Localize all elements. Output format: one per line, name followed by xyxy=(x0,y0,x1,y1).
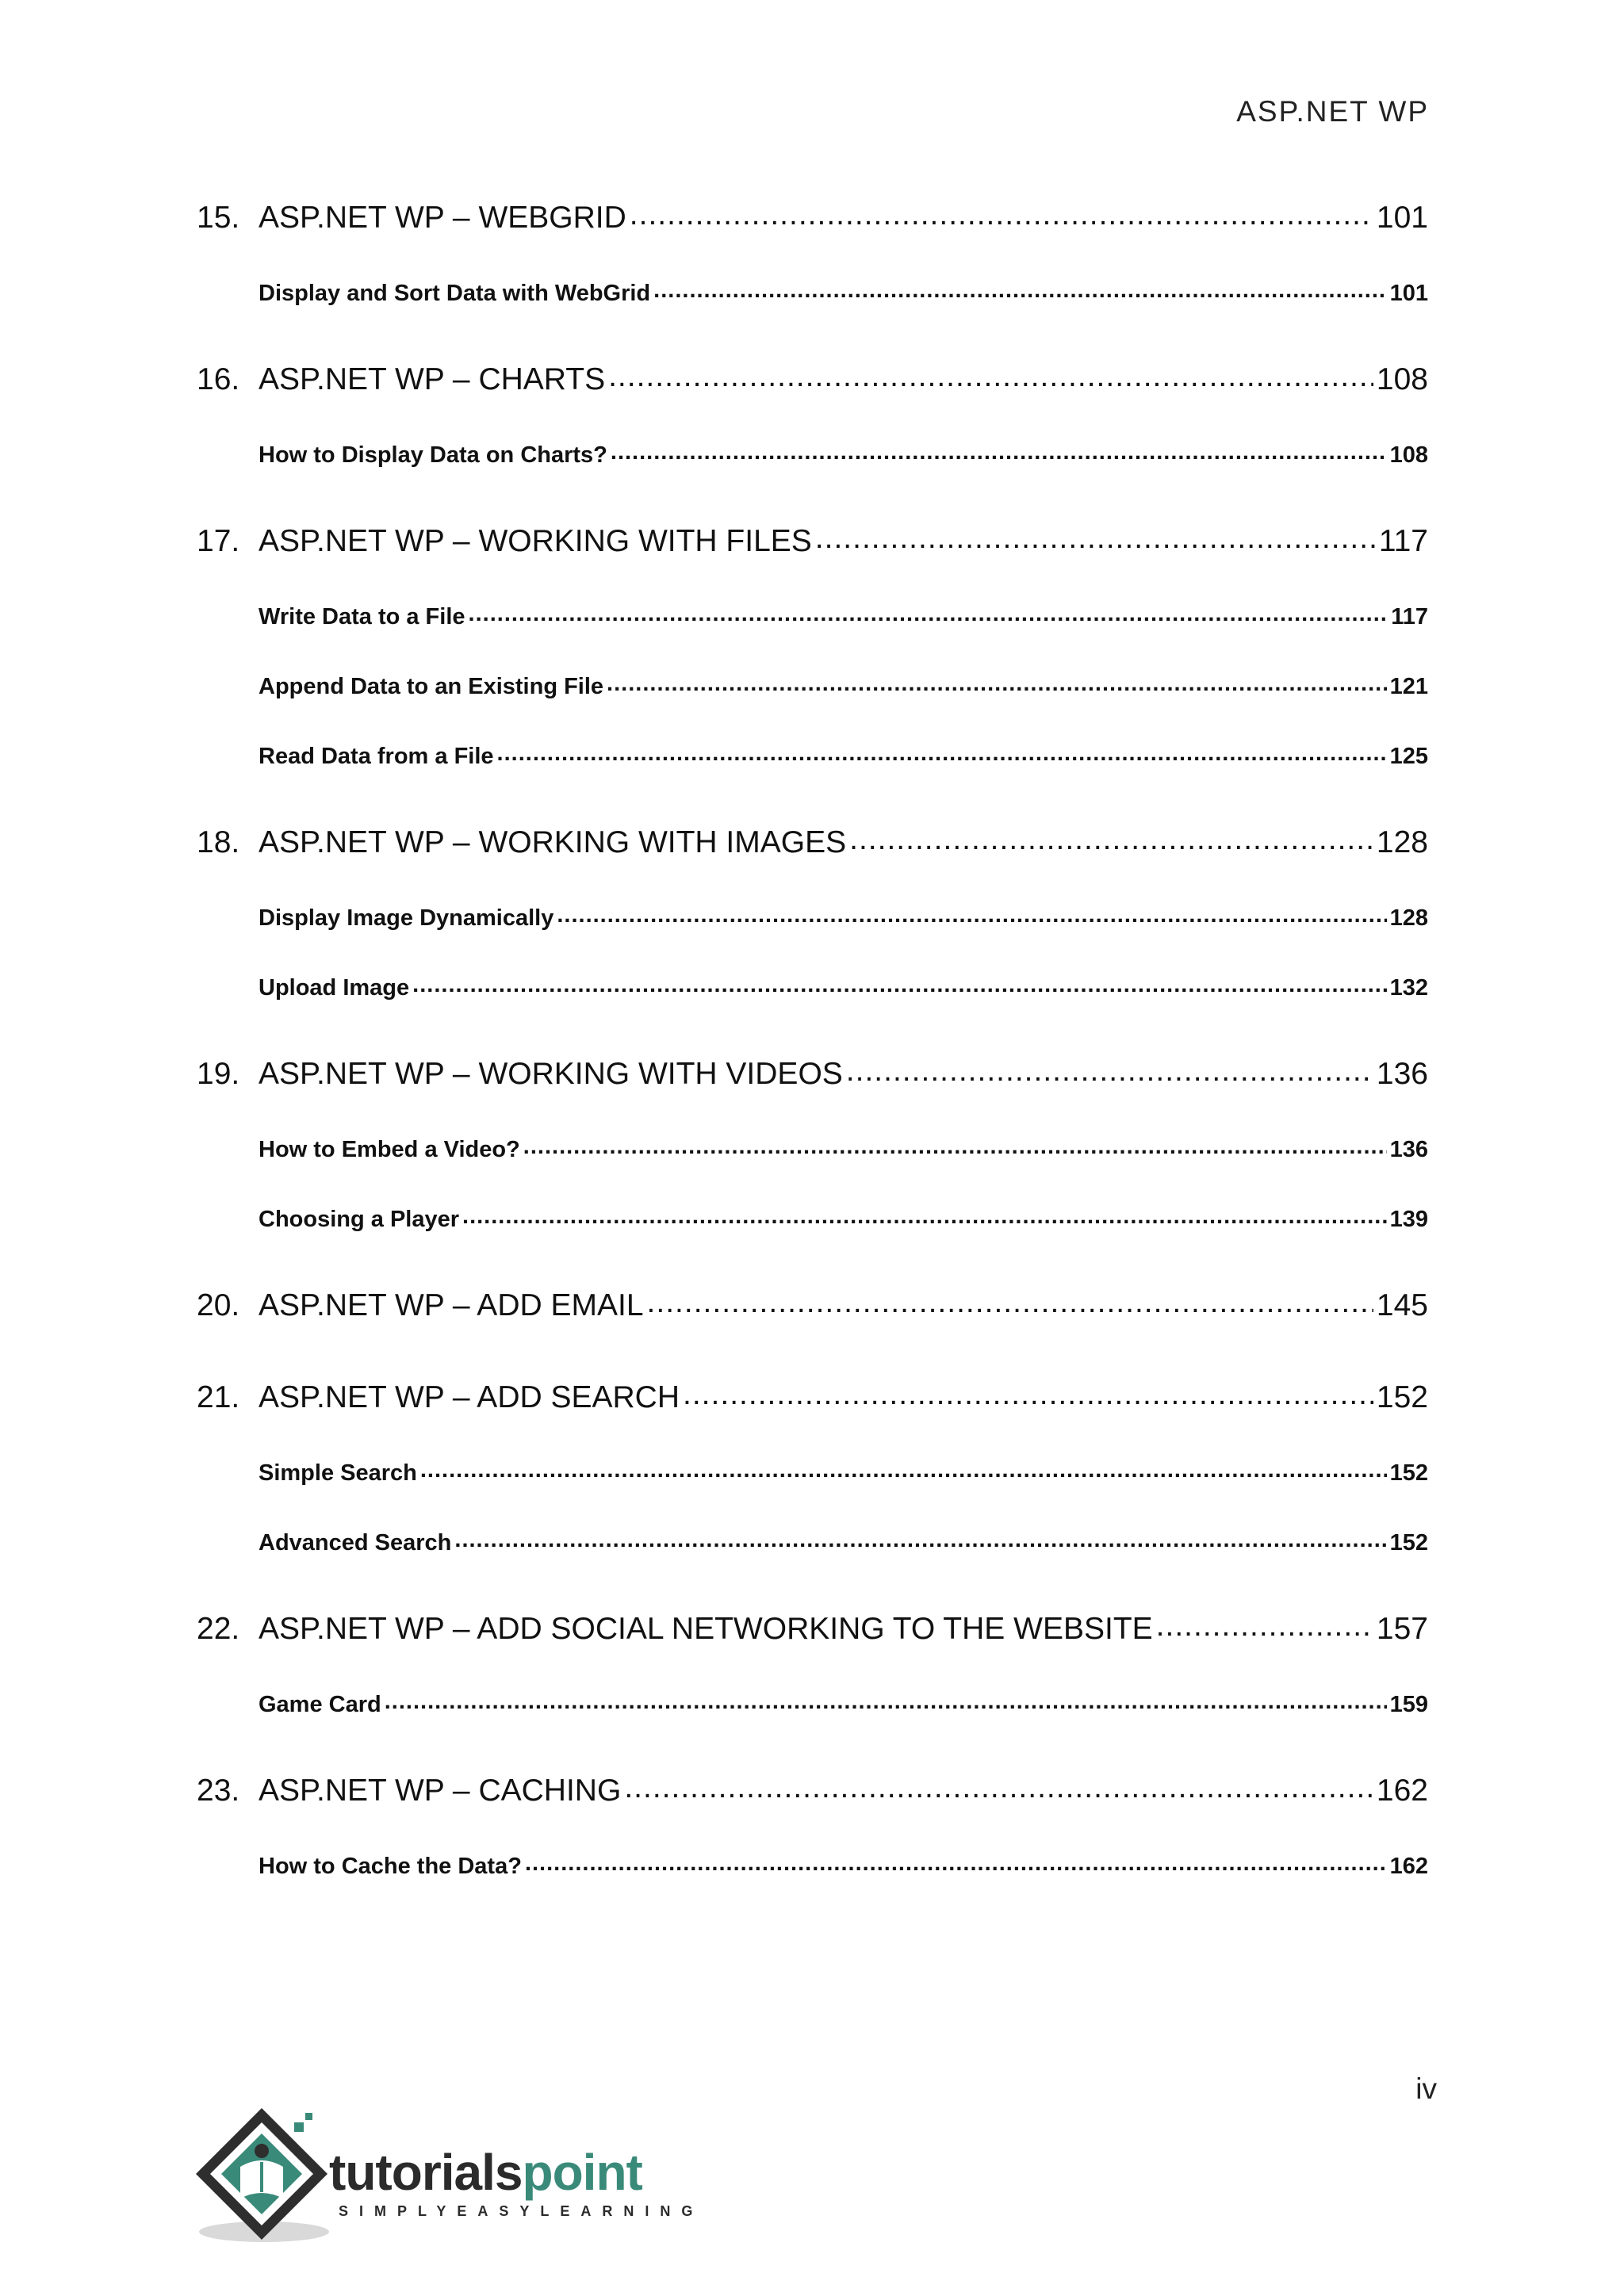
section-title: Advanced Search xyxy=(259,1529,452,1556)
chapter-number: 18. xyxy=(197,825,240,859)
dot-leader xyxy=(815,526,1376,557)
section-page-number: 132 xyxy=(1389,974,1428,1001)
dot-leader xyxy=(412,977,1386,1000)
page-number: iv xyxy=(1415,2072,1437,2105)
logo-word-point: point xyxy=(522,2144,642,2201)
dot-leader xyxy=(849,828,1373,859)
toc-chapter-entry[interactable] xyxy=(197,812,1428,874)
chapter-title: ASP.NET WP – CHARTS xyxy=(259,362,606,396)
logo-word-tutorials: tutorials xyxy=(329,2144,523,2201)
dot-leader xyxy=(420,1462,1387,1485)
dot-leader xyxy=(525,1855,1387,1878)
toc-section-entry[interactable] xyxy=(197,591,1428,642)
tutorialspoint-logo xyxy=(194,2105,704,2248)
dot-leader xyxy=(469,606,1388,629)
dot-leader xyxy=(523,1138,1387,1161)
dot-leader xyxy=(630,203,1373,234)
running-header: ASP.NET WP xyxy=(1236,95,1429,128)
logo-diamond-icon xyxy=(194,2105,329,2248)
section-page-number: 101 xyxy=(1389,280,1428,306)
toc-section-entry[interactable] xyxy=(197,430,1428,480)
section-page-number: 139 xyxy=(1389,1206,1428,1232)
toc-section-entry[interactable] xyxy=(197,1194,1428,1245)
dot-leader xyxy=(497,745,1387,768)
section-title: Read Data from a File xyxy=(259,743,494,769)
section-title: Choosing a Player xyxy=(259,1206,460,1232)
dot-leader xyxy=(462,1208,1387,1231)
chapter-page-number: 145 xyxy=(1376,1288,1428,1322)
toc-section-entry[interactable] xyxy=(197,661,1428,712)
toc-chapter-entry[interactable] xyxy=(197,1760,1428,1822)
logo-wordmark xyxy=(329,2143,642,2202)
section-page-number: 152 xyxy=(1389,1529,1428,1556)
chapter-number: 23. xyxy=(197,1774,240,1808)
section-title: Display and Sort Data with WebGrid xyxy=(259,280,651,306)
table-of-contents xyxy=(197,187,1428,1892)
toc-section-entry[interactable] xyxy=(197,962,1428,1013)
section-title: Append Data to an Existing File xyxy=(259,673,604,699)
chapter-title: ASP.NET WP – WORKING WITH IMAGES xyxy=(259,825,847,859)
toc-chapter-entry[interactable] xyxy=(197,1367,1428,1429)
chapter-page-number: 162 xyxy=(1376,1774,1428,1808)
section-title: Write Data to a File xyxy=(259,603,465,629)
section-page-number: 117 xyxy=(1391,603,1428,629)
chapter-page-number: 157 xyxy=(1376,1612,1428,1646)
chapter-page-number: 136 xyxy=(1376,1057,1428,1091)
dot-leader xyxy=(647,1291,1373,1322)
section-title: Display Image Dynamically xyxy=(259,905,554,931)
dot-leader xyxy=(683,1383,1373,1414)
section-page-number: 159 xyxy=(1389,1691,1428,1717)
section-title: Game Card xyxy=(259,1691,381,1717)
dot-leader xyxy=(385,1693,1387,1716)
dot-leader xyxy=(611,444,1387,467)
section-title: How to Display Data on Charts? xyxy=(259,442,607,468)
section-page-number: 128 xyxy=(1389,905,1428,931)
toc-section-entry[interactable] xyxy=(197,1679,1428,1730)
dot-leader xyxy=(557,907,1386,930)
toc-section-entry[interactable] xyxy=(197,1124,1428,1175)
chapter-number: 19. xyxy=(197,1057,240,1091)
chapter-number: 20. xyxy=(197,1288,240,1322)
section-title: Upload Image xyxy=(259,974,410,1001)
section-page-number: 108 xyxy=(1389,442,1428,468)
chapter-page-number: 128 xyxy=(1376,825,1428,859)
toc-chapter-entry[interactable] xyxy=(197,1275,1428,1337)
dot-leader xyxy=(653,282,1386,305)
chapter-title: ASP.NET WP – WORKING WITH VIDEOS xyxy=(259,1057,843,1091)
dot-leader xyxy=(1156,1614,1373,1645)
dot-leader xyxy=(846,1059,1373,1090)
chapter-number: 15. xyxy=(197,201,240,235)
chapter-number: 17. xyxy=(197,524,240,558)
chapter-page-number: 152 xyxy=(1376,1380,1428,1414)
chapter-title: ASP.NET WP – ADD EMAIL xyxy=(259,1288,644,1322)
toc-chapter-entry[interactable] xyxy=(197,511,1428,572)
toc-section-entry[interactable] xyxy=(197,1841,1428,1892)
chapter-title: ASP.NET WP – WEBGRID xyxy=(259,201,626,235)
chapter-title: ASP.NET WP – ADD SOCIAL NETWORKING TO THE WEBSITE xyxy=(259,1612,1153,1646)
chapter-number: 16. xyxy=(197,362,240,396)
section-page-number: 121 xyxy=(1389,673,1428,699)
toc-chapter-entry[interactable] xyxy=(197,187,1428,249)
section-page-number: 125 xyxy=(1389,743,1428,769)
toc-section-entry[interactable] xyxy=(197,893,1428,943)
section-page-number: 162 xyxy=(1389,1853,1428,1879)
dot-leader xyxy=(608,365,1373,396)
toc-chapter-entry[interactable] xyxy=(197,349,1428,411)
section-page-number: 152 xyxy=(1389,1460,1428,1486)
chapter-number: 22. xyxy=(197,1612,240,1646)
dot-leader xyxy=(454,1532,1386,1555)
logo-tagline: SIMPLYEASYLEARNING xyxy=(339,2203,704,2219)
toc-chapter-entry[interactable] xyxy=(197,1043,1428,1105)
dot-leader xyxy=(624,1776,1373,1807)
toc-section-entry[interactable] xyxy=(197,1517,1428,1568)
section-title: How to Embed a Video? xyxy=(259,1136,520,1162)
toc-section-entry[interactable] xyxy=(197,1448,1428,1498)
dot-leader xyxy=(607,675,1387,698)
section-title: How to Cache the Data? xyxy=(259,1853,522,1879)
chapter-number: 21. xyxy=(197,1380,240,1414)
chapter-page-number: 101 xyxy=(1376,201,1428,235)
chapter-title: ASP.NET WP – WORKING WITH FILES xyxy=(259,524,812,558)
chapter-page-number: 117 xyxy=(1378,524,1428,558)
section-title: Simple Search xyxy=(259,1460,417,1486)
toc-section-entry[interactable] xyxy=(197,731,1428,782)
toc-chapter-entry[interactable] xyxy=(197,1598,1428,1660)
chapter-title: ASP.NET WP – CACHING xyxy=(259,1774,622,1808)
toc-section-entry[interactable] xyxy=(197,268,1428,319)
chapter-page-number: 108 xyxy=(1376,362,1428,396)
section-page-number: 136 xyxy=(1389,1136,1428,1162)
chapter-title: ASP.NET WP – ADD SEARCH xyxy=(259,1380,680,1414)
